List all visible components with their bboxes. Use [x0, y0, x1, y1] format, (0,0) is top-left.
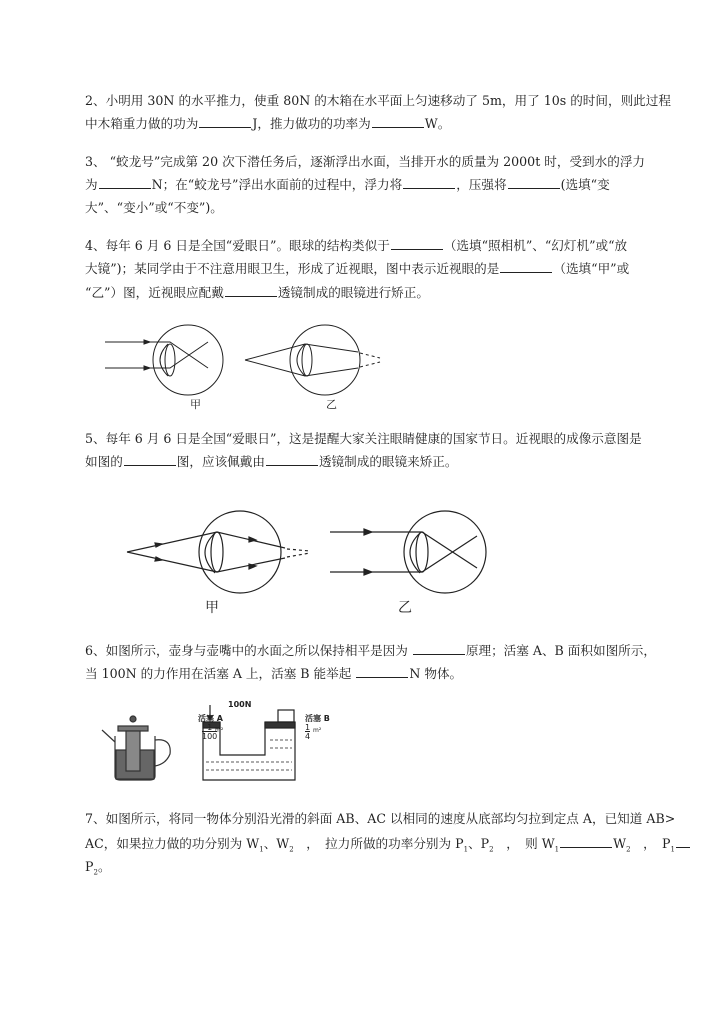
- unit-label: m²: [215, 727, 224, 734]
- q6-line1: [85, 642, 656, 660]
- force-label: 100N: [228, 700, 252, 709]
- answer-blank[interactable]: [356, 665, 408, 678]
- q4-line2: [85, 260, 629, 278]
- answer-blank[interactable]: [413, 642, 465, 655]
- q4-text: 大镜”)；某同学由于不注意用眼卫生，形成了近视眼，图中表示近视眼的是: [85, 261, 500, 276]
- subscript: 2: [489, 845, 494, 854]
- q3-text: 为: [85, 177, 98, 192]
- q7-text: 、P: [468, 836, 490, 851]
- q3-line3: 大”、“变小”或“不变”)。: [85, 200, 223, 215]
- q7-text: 、W: [263, 836, 290, 851]
- q7-line2: [85, 835, 691, 859]
- subscript: 2: [93, 868, 98, 877]
- q7-text: ， P: [630, 836, 671, 851]
- q4-line3: [85, 284, 429, 302]
- q2-line1: 2、小明用 30N 的水平推力，使重 80N 的木箱在水平面上匀速移动了 5m，用了 10s 的时间，则此过程: [85, 93, 671, 108]
- q4-text: 4、每年 6 月 6 日是全国“爱眼日”。眼球的结构类似于: [85, 238, 390, 253]
- subscript: 2: [289, 845, 294, 854]
- answer-blank[interactable]: [560, 835, 612, 848]
- answer-blank[interactable]: [508, 176, 560, 189]
- q6-text: 原理；活塞 A、B 面积如图所示，: [465, 643, 656, 658]
- q2-text: W。: [424, 116, 451, 131]
- answer-blank[interactable]: [266, 453, 318, 466]
- q7-text: ， 拉力所做的功率分别为 P: [293, 836, 464, 851]
- figure-label: 乙: [398, 600, 412, 616]
- figure-label: 乙: [326, 398, 337, 411]
- answer-blank[interactable]: [500, 260, 552, 273]
- figure-label: 甲: [190, 398, 201, 411]
- q3-text: ，压强将: [456, 177, 507, 192]
- q6-text: 当 100N 的力作用在活塞 A 上，活塞 B 能举起: [85, 666, 356, 681]
- q5-line2: [85, 453, 457, 471]
- subscript: 1: [259, 845, 264, 854]
- figure-label: 甲: [205, 600, 219, 616]
- numerator: 1: [207, 723, 213, 732]
- answer-blank[interactable]: [403, 176, 455, 189]
- q3-line2: [85, 176, 610, 194]
- q7-text: ， 则 W: [493, 836, 555, 851]
- subscript: 1: [670, 845, 675, 854]
- q5-text: 如图的: [85, 454, 123, 469]
- q5-text: 透镜制成的眼镜来矫正。: [318, 454, 458, 469]
- q2-text: J，推力做功的功率为: [252, 116, 371, 131]
- q6-text: N 物体。: [409, 666, 463, 681]
- piston-b-area: [305, 723, 310, 741]
- q4-line1: [85, 237, 627, 255]
- q5-line1: 5、每年 6 月 6 日是全国“爱眼日”，这是提醒大家关注眼睛健康的国家节日。近视眼的成像示意图是: [85, 431, 642, 446]
- answer-blank[interactable]: [372, 115, 424, 128]
- eye-diagram-small: [100, 322, 400, 402]
- answer-blank[interactable]: [99, 176, 151, 189]
- q7-line1: 7、如图所示，将同一物体分别沿光滑的斜面 AB、AC 以相同的速度从底部均匀拉到定点 A，已知道 AB>: [85, 811, 676, 826]
- q7-text: P: [85, 859, 94, 874]
- answer-blank[interactable]: [676, 835, 690, 848]
- q2-line2: [85, 115, 450, 133]
- answer-blank[interactable]: [225, 284, 277, 297]
- q4-text: （选填“甲”或: [553, 261, 630, 276]
- teapot-image: [100, 714, 175, 784]
- piston-a-label: 活塞 A: [198, 714, 223, 723]
- denominator: 4: [305, 732, 311, 741]
- q7-line3: [85, 858, 111, 882]
- q2-text: 中木箱重力做的功为: [85, 116, 199, 131]
- piston-b-label: 活塞 B: [305, 714, 330, 723]
- q5-text: 图，应该佩戴由: [176, 454, 265, 469]
- q4-text: “乙”）图，近视眼应配戴: [85, 285, 224, 300]
- subscript: 1: [463, 845, 469, 854]
- numerator: 1: [305, 723, 311, 732]
- q3-text: N；在“蛟龙号”浮出水面前的过程中，浮力将: [151, 177, 403, 192]
- q7-text: W: [613, 836, 627, 851]
- q7-text: 。: [97, 859, 111, 874]
- answer-blank[interactable]: [199, 115, 251, 128]
- q3-text: (选填“变: [560, 177, 610, 192]
- subscript: 2: [626, 845, 631, 854]
- eye-diagram-large: [120, 510, 480, 610]
- q6-text: 6、如图所示，壶身与壶嘴中的水面之所以保持相平是因为: [85, 643, 412, 658]
- q6-line2: [85, 665, 462, 683]
- q4-text: 透镜制成的眼镜进行矫正。: [277, 285, 429, 300]
- answer-blank[interactable]: [124, 453, 176, 466]
- answer-blank[interactable]: [391, 237, 443, 250]
- subscript: 1: [554, 845, 560, 854]
- q3-line1: 3、 “蛟龙号”完成第 20 次下潜任务后，逐渐浮出水面，当排开水的质量为 2000t 时，受到水的浮力: [85, 154, 646, 169]
- q4-text: （选填“照相机”、“幻灯机”或“放: [443, 238, 628, 253]
- denominator: 100: [202, 732, 218, 741]
- unit-label: m²: [313, 727, 322, 734]
- q7-text: AC，如果拉力做的功分别为 W: [85, 836, 260, 851]
